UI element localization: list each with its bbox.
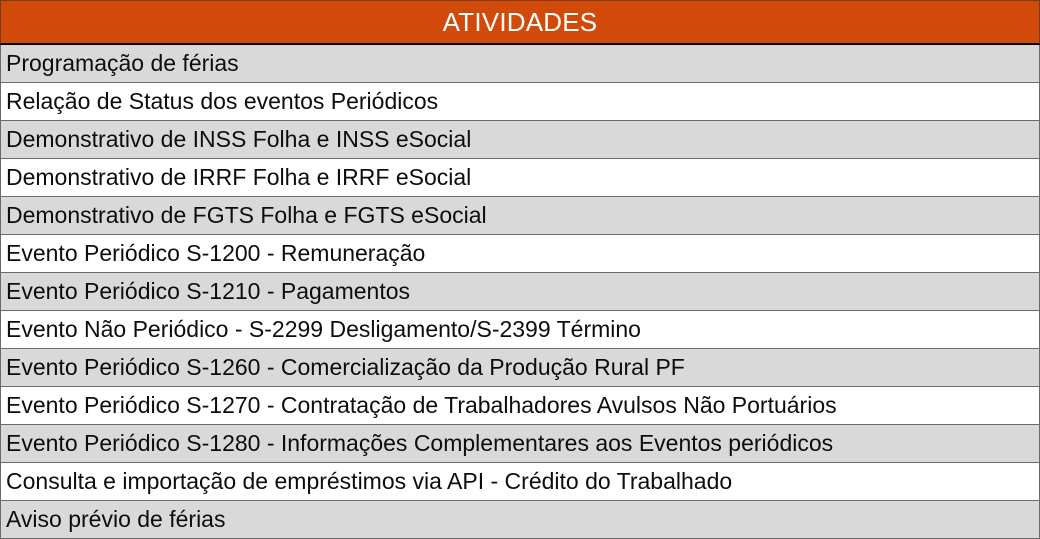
table-row: Demonstrativo de FGTS Folha e FGTS eSocial	[0, 197, 1040, 235]
table-row: Evento Periódico S-1280 - Informações Complementares aos Eventos periódicos	[0, 425, 1040, 463]
table-row: Evento Periódico S-1260 - Comercialização da Produção Rural PF	[0, 349, 1040, 387]
table-row: Evento Periódico S-1270 - Contratação de Trabalhadores Avulsos Não Portuários	[0, 387, 1040, 425]
table-body	[0, 45, 1040, 539]
table-row: Programação de férias	[0, 45, 1040, 83]
table-row: Consulta e importação de empréstimos via API - Crédito do Trabalhado	[0, 463, 1040, 501]
table-row: Demonstrativo de IRRF Folha e IRRF eSocial	[0, 159, 1040, 197]
table-row: Evento Periódico S-1200 - Remuneração	[0, 235, 1040, 273]
table-row: Aviso prévio de férias	[0, 501, 1040, 539]
table-row: Evento Não Periódico - S-2299 Desligamento/S-2399 Término	[0, 311, 1040, 349]
table-row: Demonstrativo de INSS Folha e INSS eSocial	[0, 121, 1040, 159]
table-header: ATIVIDADES	[0, 0, 1040, 45]
table-row: Evento Periódico S-1210 - Pagamentos	[0, 273, 1040, 311]
table-row: Relação de Status dos eventos Periódicos	[0, 83, 1040, 121]
